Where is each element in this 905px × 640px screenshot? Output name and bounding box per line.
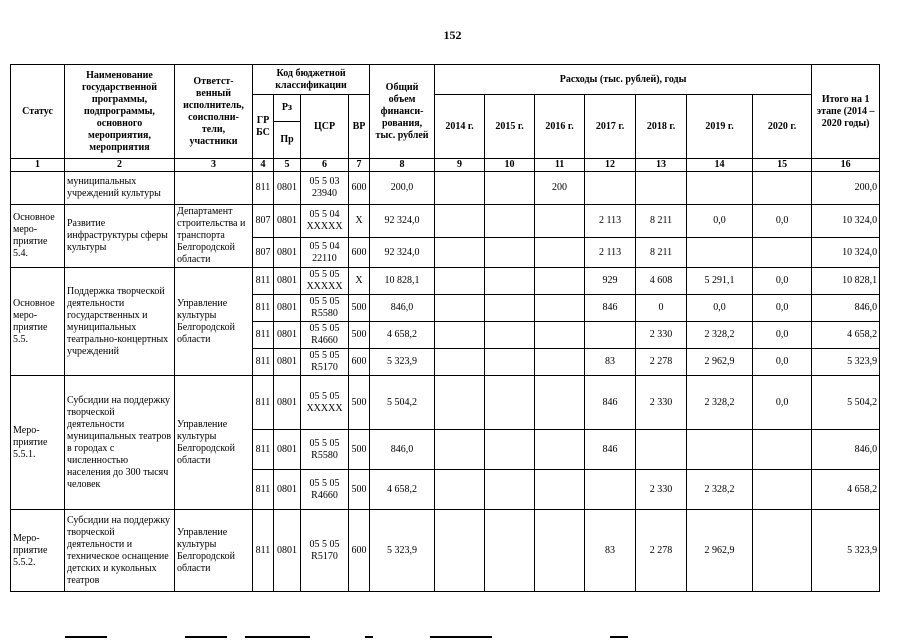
year-2016-cell bbox=[535, 322, 585, 349]
year-2016-cell bbox=[535, 510, 585, 592]
column-number: 6 bbox=[301, 159, 349, 172]
executor-cell bbox=[175, 172, 253, 205]
rzpr-cell: 0801 bbox=[274, 510, 301, 592]
column-number-row bbox=[11, 159, 880, 172]
status-cell: Меро-приятие 5.5.2. bbox=[11, 510, 65, 592]
header-executor: Ответст-венный исполнитель, соисполни-тели, участники bbox=[175, 65, 253, 159]
year-2014-cell bbox=[435, 376, 485, 430]
column-number: 5 bbox=[274, 159, 301, 172]
header-expenses: Расходы (тыс. рублей), годы bbox=[435, 65, 812, 95]
year-2017-cell bbox=[585, 470, 636, 510]
rzpr-cell: 0801 bbox=[274, 172, 301, 205]
year-2019-cell: 2 328,2 bbox=[687, 322, 753, 349]
year-2020-cell: 0,0 bbox=[753, 268, 812, 295]
year-2017-cell: 83 bbox=[585, 510, 636, 592]
stage-total-cell: 4 658,2 bbox=[812, 470, 880, 510]
year-2018-cell bbox=[636, 172, 687, 205]
column-number: 15 bbox=[753, 159, 812, 172]
rzpr-cell: 0801 bbox=[274, 470, 301, 510]
year-2020-cell: 0,0 bbox=[753, 295, 812, 322]
year-2015-cell bbox=[485, 322, 535, 349]
year-2017-cell: 846 bbox=[585, 295, 636, 322]
rzpr-cell: 0801 bbox=[274, 349, 301, 376]
edge-mark bbox=[430, 636, 492, 638]
column-number: 12 bbox=[585, 159, 636, 172]
stage-total-cell: 10 324,0 bbox=[812, 238, 880, 268]
column-number: 11 bbox=[535, 159, 585, 172]
header-pr: Пр bbox=[274, 122, 301, 159]
header-year: 2014 г. bbox=[435, 95, 485, 159]
header-year: 2016 г. bbox=[535, 95, 585, 159]
year-2020-cell: 0,0 bbox=[753, 205, 812, 238]
year-2018-cell: 2 330 bbox=[636, 376, 687, 430]
csr-cell: 05 5 05 ХХХХХ bbox=[301, 268, 349, 295]
header-rz: Рз bbox=[274, 95, 301, 122]
header-csr: ЦСР bbox=[301, 95, 349, 159]
year-2020-cell: 0,0 bbox=[753, 349, 812, 376]
grbs-cell: 807 bbox=[253, 205, 274, 238]
year-2015-cell bbox=[485, 470, 535, 510]
year-2019-cell bbox=[687, 238, 753, 268]
year-2019-cell: 0,0 bbox=[687, 205, 753, 238]
year-2018-cell bbox=[636, 430, 687, 470]
rzpr-cell: 0801 bbox=[274, 430, 301, 470]
csr-cell: 05 5 05 R5170 bbox=[301, 349, 349, 376]
year-2015-cell bbox=[485, 172, 535, 205]
csr-cell: 05 5 05 ХХХХХ bbox=[301, 376, 349, 430]
header-year: 2018 г. bbox=[636, 95, 687, 159]
csr-cell: 05 5 05 R4660 bbox=[301, 470, 349, 510]
csr-cell: 05 5 04 ХХХХХ bbox=[301, 205, 349, 238]
year-2020-cell bbox=[753, 470, 812, 510]
year-2016-cell bbox=[535, 295, 585, 322]
status-cell: Основное меро-приятие 5.4. bbox=[11, 205, 65, 268]
year-2019-cell: 2 328,2 bbox=[687, 376, 753, 430]
year-2020-cell: 0,0 bbox=[753, 376, 812, 430]
vr-cell: Х bbox=[349, 268, 370, 295]
total-funding-cell: 92 324,0 bbox=[370, 238, 435, 268]
header-year: 2015 г. bbox=[485, 95, 535, 159]
year-2020-cell: 0,0 bbox=[753, 322, 812, 349]
grbs-cell: 811 bbox=[253, 470, 274, 510]
year-2015-cell bbox=[485, 376, 535, 430]
year-2020-cell bbox=[753, 430, 812, 470]
year-2016-cell bbox=[535, 268, 585, 295]
year-2014-cell bbox=[435, 268, 485, 295]
header-grbs: ГР БС bbox=[253, 95, 274, 159]
csr-cell: 05 5 03 23940 bbox=[301, 172, 349, 205]
total-funding-cell: 4 658,2 bbox=[370, 470, 435, 510]
year-2015-cell bbox=[485, 510, 535, 592]
csr-cell: 05 5 05 R5170 bbox=[301, 510, 349, 592]
total-funding-cell: 5 504,2 bbox=[370, 376, 435, 430]
table-row bbox=[11, 205, 880, 238]
rzpr-cell: 0801 bbox=[274, 205, 301, 238]
year-2014-cell bbox=[435, 349, 485, 376]
year-2016-cell bbox=[535, 470, 585, 510]
rzpr-cell: 0801 bbox=[274, 295, 301, 322]
rzpr-cell: 0801 bbox=[274, 238, 301, 268]
status-cell: Основное меро-приятие 5.5. bbox=[11, 268, 65, 376]
csr-cell: 05 5 04 22110 bbox=[301, 238, 349, 268]
year-2020-cell bbox=[753, 510, 812, 592]
header-name: Наименование государственной программы, подпрограммы, основного мероприятия, мероприятия bbox=[65, 65, 175, 159]
rzpr-cell: 0801 bbox=[274, 322, 301, 349]
header-total-funding: Общий объем финанси-рования, тыс. рублей bbox=[370, 65, 435, 159]
year-2018-cell: 8 211 bbox=[636, 205, 687, 238]
edge-mark bbox=[245, 636, 310, 638]
grbs-cell: 811 bbox=[253, 268, 274, 295]
year-2014-cell bbox=[435, 238, 485, 268]
status-cell: Меро-приятие 5.5.1. bbox=[11, 376, 65, 510]
vr-cell: 500 bbox=[349, 322, 370, 349]
vr-cell: 500 bbox=[349, 376, 370, 430]
grbs-cell: 811 bbox=[253, 349, 274, 376]
grbs-cell: 807 bbox=[253, 238, 274, 268]
column-number: 2 bbox=[65, 159, 175, 172]
executor-cell: Управление культуры Белгородской области bbox=[175, 510, 253, 592]
stage-total-cell: 846,0 bbox=[812, 430, 880, 470]
year-2014-cell bbox=[435, 430, 485, 470]
table-row bbox=[11, 510, 880, 592]
column-number: 1 bbox=[11, 159, 65, 172]
stage-total-cell: 200,0 bbox=[812, 172, 880, 205]
year-2016-cell: 200 bbox=[535, 172, 585, 205]
year-2014-cell bbox=[435, 295, 485, 322]
year-2016-cell bbox=[535, 238, 585, 268]
name-cell: Субсидии на поддержку творческой деятельности муниципальных театров в городах с численностью населения до 300 тысяч человек bbox=[65, 376, 175, 510]
grbs-cell: 811 bbox=[253, 322, 274, 349]
vr-cell: 500 bbox=[349, 295, 370, 322]
header-year: 2017 г. bbox=[585, 95, 636, 159]
year-2016-cell bbox=[535, 376, 585, 430]
total-funding-cell: 5 323,9 bbox=[370, 510, 435, 592]
total-funding-cell: 5 323,9 bbox=[370, 349, 435, 376]
budget-table bbox=[10, 64, 880, 592]
year-2017-cell: 2 113 bbox=[585, 205, 636, 238]
vr-cell: 600 bbox=[349, 172, 370, 205]
year-2018-cell: 2 330 bbox=[636, 470, 687, 510]
header-row bbox=[11, 65, 880, 95]
header-status: Статус bbox=[11, 65, 65, 159]
header-vr: ВР bbox=[349, 95, 370, 159]
column-number: 9 bbox=[435, 159, 485, 172]
stage-total-cell: 5 323,9 bbox=[812, 349, 880, 376]
grbs-cell: 811 bbox=[253, 172, 274, 205]
csr-cell: 05 5 05 R4660 bbox=[301, 322, 349, 349]
year-2017-cell bbox=[585, 172, 636, 205]
stage-total-cell: 10 828,1 bbox=[812, 268, 880, 295]
page-number: 152 bbox=[443, 28, 462, 42]
column-number: 14 bbox=[687, 159, 753, 172]
stage-total-cell: 4 658,2 bbox=[812, 322, 880, 349]
page-bottom-edge-marks bbox=[0, 632, 905, 640]
edge-mark bbox=[65, 636, 107, 638]
column-number: 4 bbox=[253, 159, 274, 172]
year-2020-cell bbox=[753, 238, 812, 268]
stage-total-cell: 5 323,9 bbox=[812, 510, 880, 592]
year-2019-cell: 2 962,9 bbox=[687, 510, 753, 592]
year-2015-cell bbox=[485, 205, 535, 238]
edge-mark bbox=[610, 636, 628, 638]
year-2019-cell bbox=[687, 430, 753, 470]
rzpr-cell: 0801 bbox=[274, 376, 301, 430]
year-2017-cell: 929 bbox=[585, 268, 636, 295]
name-cell: муниципальных учреждений культуры bbox=[65, 172, 175, 205]
year-2014-cell bbox=[435, 322, 485, 349]
grbs-cell: 811 bbox=[253, 295, 274, 322]
year-2017-cell: 846 bbox=[585, 376, 636, 430]
column-number: 16 bbox=[812, 159, 880, 172]
total-funding-cell: 200,0 bbox=[370, 172, 435, 205]
year-2017-cell: 83 bbox=[585, 349, 636, 376]
year-2019-cell: 2 328,2 bbox=[687, 470, 753, 510]
year-2017-cell: 846 bbox=[585, 430, 636, 470]
year-2014-cell bbox=[435, 205, 485, 238]
table-row bbox=[11, 172, 880, 205]
year-2015-cell bbox=[485, 238, 535, 268]
header-stage-total: Итого на 1 этапе (2014 – 2020 годы) bbox=[812, 65, 880, 159]
year-2015-cell bbox=[485, 268, 535, 295]
vr-cell: 500 bbox=[349, 430, 370, 470]
year-2017-cell bbox=[585, 322, 636, 349]
year-2018-cell: 2 330 bbox=[636, 322, 687, 349]
stage-total-cell: 5 504,2 bbox=[812, 376, 880, 430]
year-2018-cell: 8 211 bbox=[636, 238, 687, 268]
column-number: 13 bbox=[636, 159, 687, 172]
edge-mark bbox=[365, 636, 373, 638]
year-2018-cell: 4 608 bbox=[636, 268, 687, 295]
status-cell bbox=[11, 172, 65, 205]
edge-mark bbox=[185, 636, 227, 638]
name-cell: Развитие инфраструктуры сферы культуры bbox=[65, 205, 175, 268]
column-number: 3 bbox=[175, 159, 253, 172]
vr-cell: 500 bbox=[349, 470, 370, 510]
name-cell: Поддержка творческой деятельности государственных и муниципальных театрально-концертных учреждений bbox=[65, 268, 175, 376]
vr-cell: 600 bbox=[349, 238, 370, 268]
table-row bbox=[11, 268, 880, 295]
year-2014-cell bbox=[435, 470, 485, 510]
total-funding-cell: 4 658,2 bbox=[370, 322, 435, 349]
year-2018-cell: 0 bbox=[636, 295, 687, 322]
vr-cell: 600 bbox=[349, 349, 370, 376]
header-year: 2020 г. bbox=[753, 95, 812, 159]
total-funding-cell: 846,0 bbox=[370, 430, 435, 470]
csr-cell: 05 5 05 R5580 bbox=[301, 295, 349, 322]
csr-cell: 05 5 05 R5580 bbox=[301, 430, 349, 470]
total-funding-cell: 92 324,0 bbox=[370, 205, 435, 238]
year-2016-cell bbox=[535, 430, 585, 470]
grbs-cell: 811 bbox=[253, 510, 274, 592]
year-2017-cell: 2 113 bbox=[585, 238, 636, 268]
year-2015-cell bbox=[485, 295, 535, 322]
grbs-cell: 811 bbox=[253, 430, 274, 470]
stage-total-cell: 10 324,0 bbox=[812, 205, 880, 238]
year-2019-cell: 0,0 bbox=[687, 295, 753, 322]
year-2014-cell bbox=[435, 172, 485, 205]
column-number: 7 bbox=[349, 159, 370, 172]
year-2015-cell bbox=[485, 430, 535, 470]
executor-cell: Управление культуры Белгородской области bbox=[175, 268, 253, 376]
column-number: 10 bbox=[485, 159, 535, 172]
vr-cell: 600 bbox=[349, 510, 370, 592]
year-2015-cell bbox=[485, 349, 535, 376]
year-2018-cell: 2 278 bbox=[636, 510, 687, 592]
year-2019-cell: 5 291,1 bbox=[687, 268, 753, 295]
column-number: 8 bbox=[370, 159, 435, 172]
header-year: 2019 г. bbox=[687, 95, 753, 159]
total-funding-cell: 846,0 bbox=[370, 295, 435, 322]
year-2020-cell bbox=[753, 172, 812, 205]
year-2016-cell bbox=[535, 205, 585, 238]
header-budget-code: Код бюджетной классификации bbox=[253, 65, 370, 95]
year-2019-cell: 2 962,9 bbox=[687, 349, 753, 376]
vr-cell: Х bbox=[349, 205, 370, 238]
stage-total-cell: 846,0 bbox=[812, 295, 880, 322]
year-2018-cell: 2 278 bbox=[636, 349, 687, 376]
executor-cell: Департамент строительства и транспорта Белгородской области bbox=[175, 205, 253, 268]
year-2014-cell bbox=[435, 510, 485, 592]
rzpr-cell: 0801 bbox=[274, 268, 301, 295]
name-cell: Субсидии на поддержку творческой деятельности и техническое оснащение детских и кукольных театров bbox=[65, 510, 175, 592]
grbs-cell: 811 bbox=[253, 376, 274, 430]
table-row bbox=[11, 376, 880, 430]
year-2019-cell bbox=[687, 172, 753, 205]
executor-cell: Управление культуры Белгородской области bbox=[175, 376, 253, 510]
year-2016-cell bbox=[535, 349, 585, 376]
total-funding-cell: 10 828,1 bbox=[370, 268, 435, 295]
